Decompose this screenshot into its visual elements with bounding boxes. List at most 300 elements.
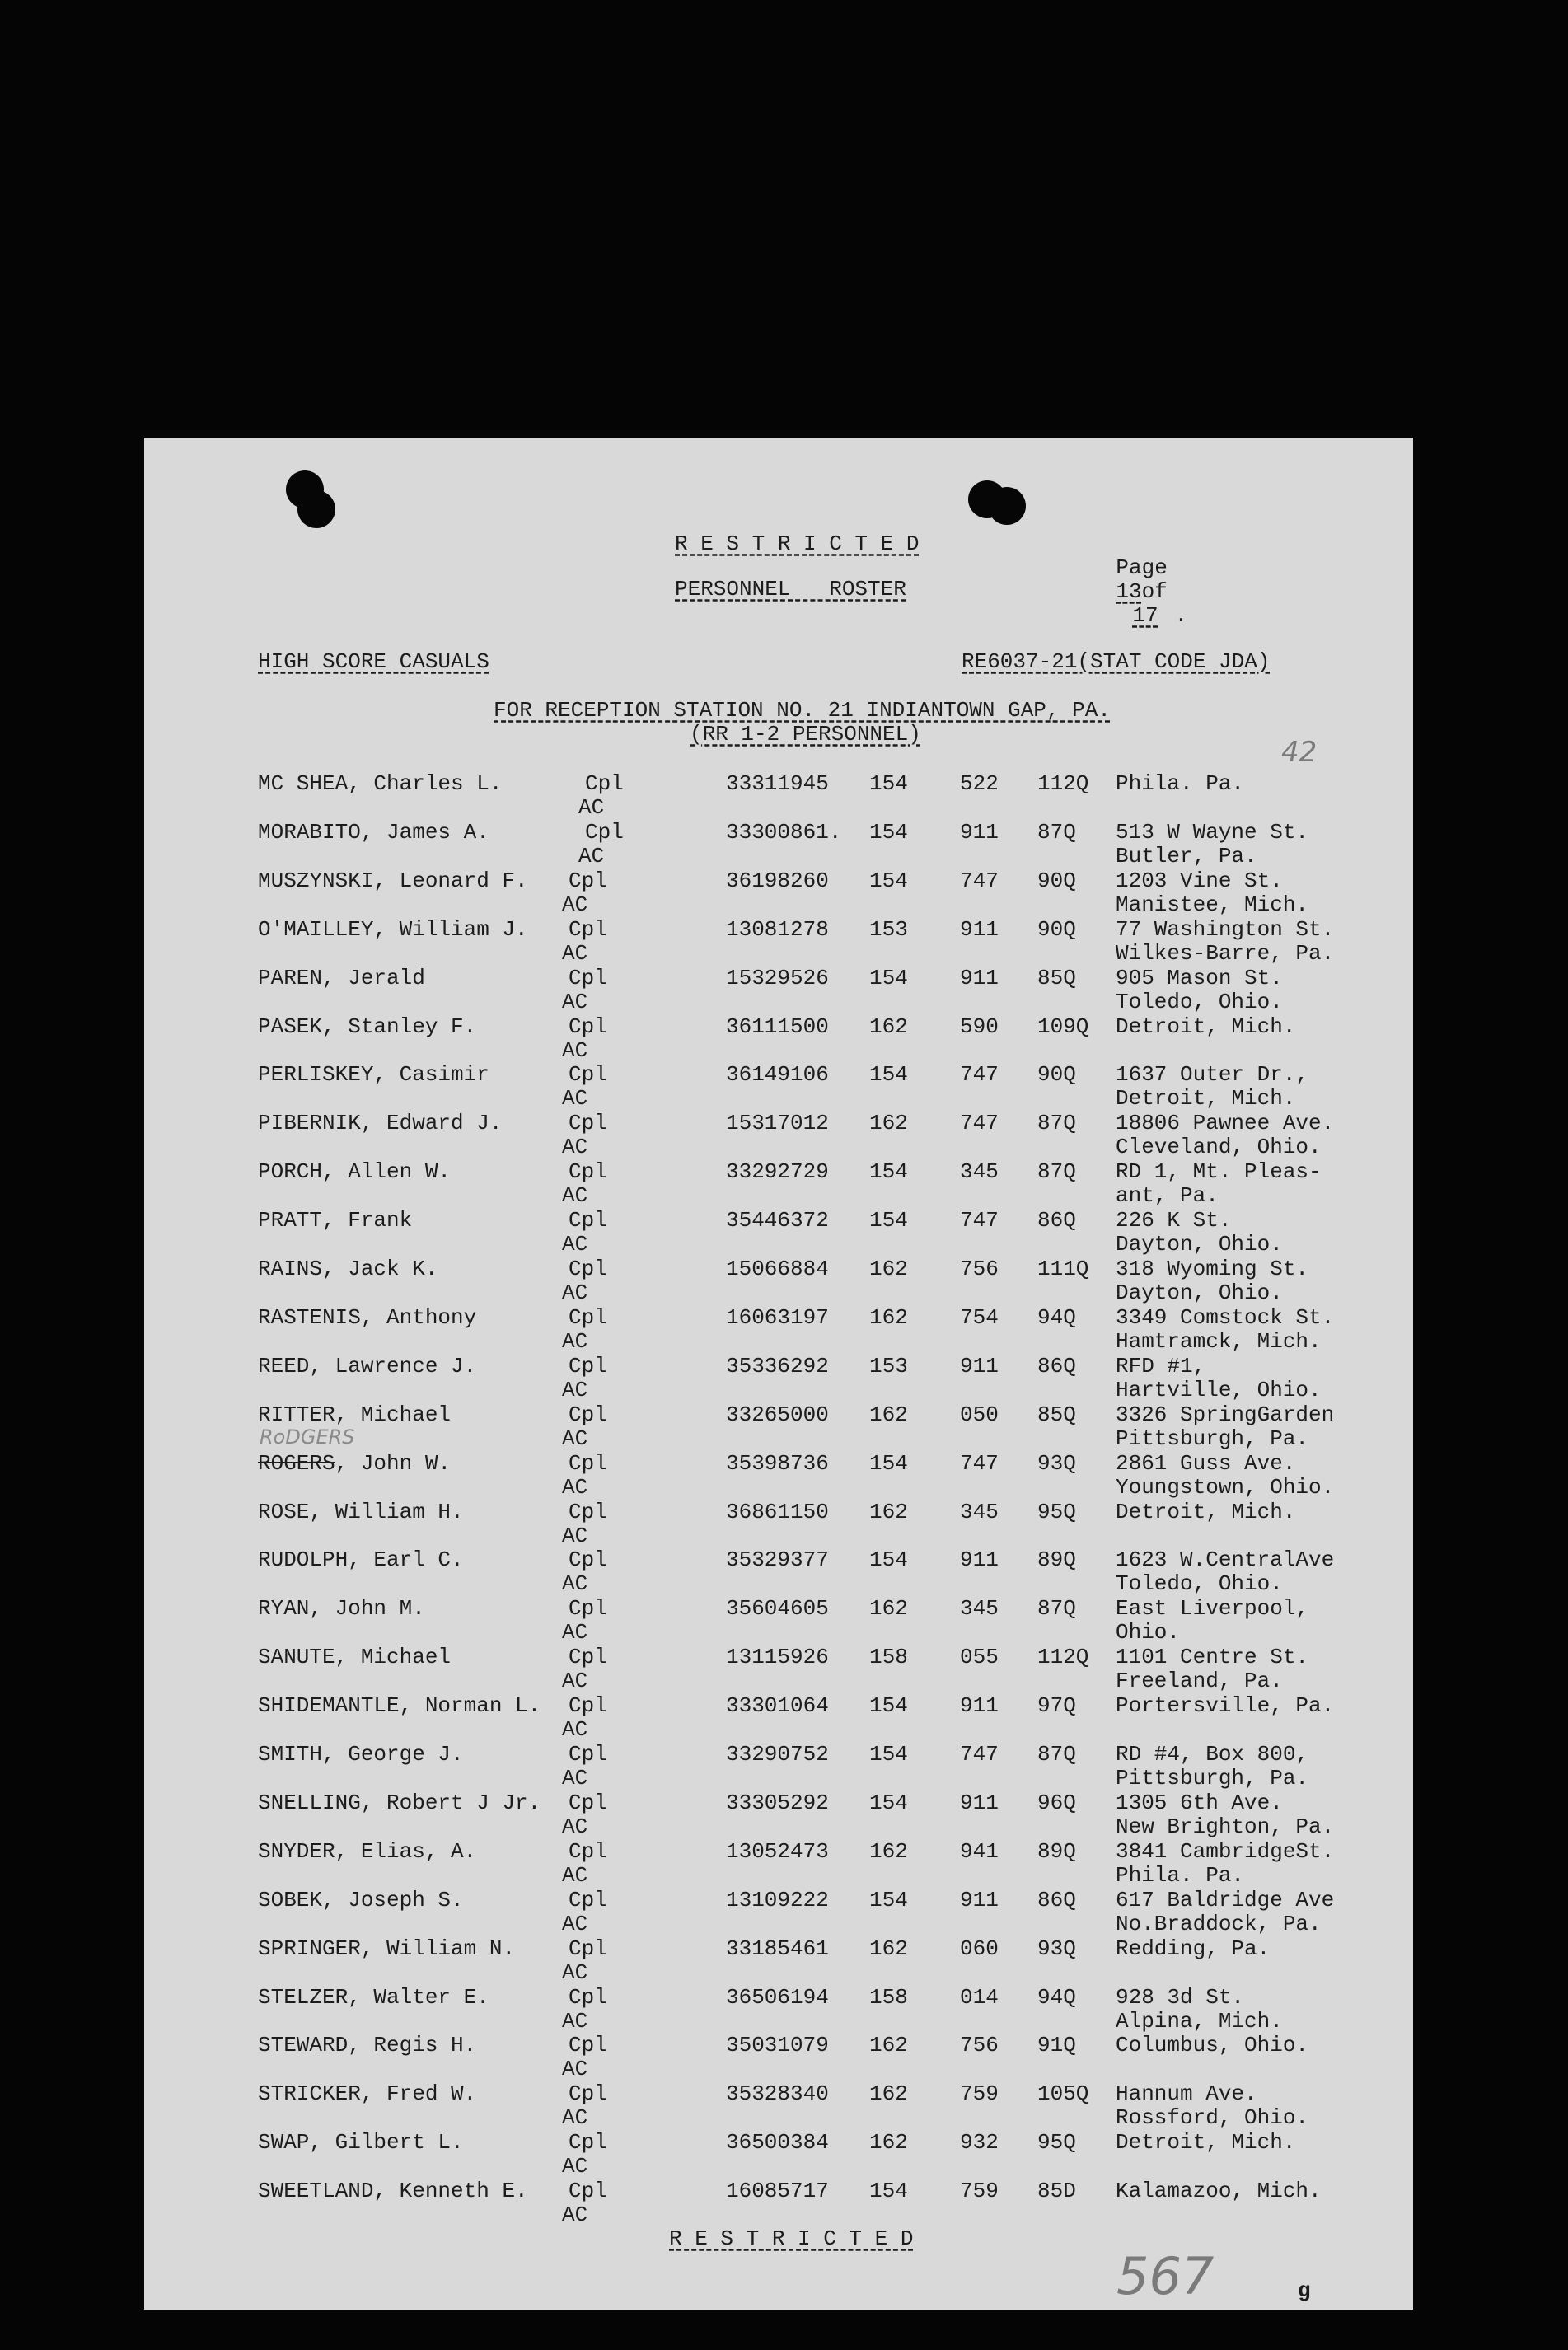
roster-row: [144, 2034, 1413, 2081]
rank: Cpl: [569, 1013, 607, 1039]
code-2: 050: [960, 1402, 999, 1427]
unit: AC: [562, 1425, 588, 1451]
address-line: 318 Wyoming St.: [1116, 1257, 1309, 1281]
code-1: 162: [869, 1499, 908, 1524]
code-2: 747: [960, 1208, 999, 1234]
address-line: Phila. Pa.: [1116, 1862, 1245, 1888]
code-2: 522: [960, 771, 999, 796]
code-2: 911: [960, 916, 999, 942]
unit: AC: [562, 1135, 588, 1160]
name: SNYDER, Elias, A.: [258, 1838, 477, 1864]
code-1: 158: [869, 1645, 908, 1670]
address-line: 1101 Centre St.: [1116, 1645, 1309, 1670]
serial-number: 35329377: [726, 1547, 829, 1573]
address-line: Phila. Pa.: [1116, 771, 1245, 796]
pencil-correction: RoDGERS: [260, 1425, 355, 1449]
code-3: 87Q: [1037, 1111, 1076, 1136]
serial-number: 33265000: [726, 1402, 829, 1427]
roster-row: [144, 1645, 1413, 1693]
name: RASTENIS, Anthony: [258, 1304, 477, 1330]
rank: Cpl: [569, 1353, 607, 1379]
name: SOBEK, Joseph S.: [258, 1887, 464, 1912]
roster-row: [144, 1840, 1413, 1888]
serial-number: 36198260: [726, 868, 829, 893]
roster-row: [144, 2082, 1413, 2130]
code-1: 162: [869, 2081, 908, 2107]
code-2: 911: [960, 965, 999, 990]
page-total: 17: [1132, 603, 1158, 628]
unit: AC: [562, 1959, 588, 1985]
serial-number: 33292729: [726, 1159, 829, 1185]
rank: Cpl: [569, 2081, 607, 2107]
rank: Cpl: [569, 1499, 607, 1524]
code-3: 86Q: [1037, 1887, 1076, 1912]
punch-hole: [988, 487, 1026, 525]
unit: AC: [562, 1620, 588, 1645]
unit: AC: [562, 1571, 588, 1597]
code-3: 89Q: [1037, 1547, 1076, 1573]
serial-number: 13052473: [726, 1838, 829, 1864]
rank: Cpl: [569, 1984, 607, 2010]
unit: AC: [562, 1717, 588, 1743]
unit: AC: [562, 1086, 588, 1112]
code-1: 162: [869, 1013, 908, 1039]
address-line: Freeland, Pa.: [1116, 1669, 1283, 1694]
roster-row: [144, 1063, 1413, 1111]
roster-row: [144, 1500, 1413, 1548]
name: RUDOLPH, Earl C.: [258, 1547, 464, 1573]
code-1: 154: [869, 868, 908, 893]
personnel-subtitle: (RR 1-2 PERSONNEL): [690, 722, 921, 747]
unit: AC: [562, 940, 588, 966]
code-3: 112Q: [1037, 1645, 1089, 1670]
unit: AC: [562, 2057, 588, 2082]
address-line: Kalamazoo, Mich.: [1116, 2179, 1322, 2204]
code-2: 014: [960, 1984, 999, 2010]
address-line: Toledo, Ohio.: [1116, 989, 1283, 1014]
address-line: 928 3d St.: [1116, 1984, 1245, 2010]
roster-row: [144, 869, 1413, 917]
roster-row: [144, 1597, 1413, 1645]
code-2: 759: [960, 2179, 999, 2204]
roster-row: [144, 1112, 1413, 1159]
rank: Cpl: [585, 819, 624, 845]
rank: Cpl: [569, 1257, 607, 1281]
rank: Cpl: [569, 1596, 607, 1622]
code-2: 911: [960, 1887, 999, 1912]
rank: Cpl: [569, 1645, 607, 1670]
address-line: 77 Washington St.: [1116, 916, 1335, 942]
rank: Cpl: [569, 1936, 607, 1961]
name: REED, Lawrence J.: [258, 1353, 477, 1379]
rank: Cpl: [569, 916, 607, 942]
name: STEWARD, Regis H.: [258, 2033, 477, 2058]
rank: Cpl: [569, 1887, 607, 1912]
unit: AC: [562, 1523, 588, 1548]
roster-row: [144, 2179, 1413, 2227]
unit: AC: [578, 795, 605, 820]
code-1: 158: [869, 1984, 908, 2010]
name: SHIDEMANTLE, Norman L.: [258, 1693, 541, 1719]
serial-number: 36861150: [726, 1499, 829, 1524]
code-2: 345: [960, 1596, 999, 1622]
address-line: 2861 Guss Ave.: [1116, 1450, 1296, 1476]
address-line: 513 W Wayne St.: [1116, 819, 1309, 845]
code-3: 93Q: [1037, 1450, 1076, 1476]
unit: AC: [562, 1814, 588, 1839]
serial-number: 16063197: [726, 1304, 829, 1330]
serial-number: 35031079: [726, 2033, 829, 2058]
serial-number: 33300861.: [726, 819, 842, 845]
code-2: 756: [960, 2033, 999, 2058]
address-line: Toledo, Ohio.: [1116, 1571, 1283, 1597]
address-line: 226 K St.: [1116, 1208, 1232, 1234]
code-1: 162: [869, 2033, 908, 2058]
code-3: 87Q: [1037, 1742, 1076, 1767]
rank: Cpl: [569, 1062, 607, 1088]
roster-row: [144, 1889, 1413, 1936]
serial-number: 13115926: [726, 1645, 829, 1670]
address-line: Detroit, Mich.: [1116, 1499, 1296, 1524]
name: RAINS, Jack K.: [258, 1257, 438, 1281]
document-page: [144, 438, 1413, 2310]
code-2: 055: [960, 1645, 999, 1670]
code-1: 154: [869, 1790, 908, 1815]
address-line: Hamtramck, Mich.: [1116, 1328, 1322, 1354]
name: PAREN, Jerald: [258, 965, 425, 990]
roster-row: [144, 1743, 1413, 1791]
unit: AC: [562, 1669, 588, 1694]
roster-row: [144, 2131, 1413, 2179]
code-1: 154: [869, 1693, 908, 1719]
code-3: 89Q: [1037, 1838, 1076, 1864]
address-line: Pittsburgh, Pa.: [1116, 1766, 1309, 1791]
serial-number: 36506194: [726, 1984, 829, 2010]
unit: AC: [562, 989, 588, 1014]
name: SWEETLAND, Kenneth E.: [258, 2179, 528, 2204]
code-3: 85D: [1037, 2179, 1076, 2204]
address-line: Youngstown, Ohio.: [1116, 1474, 1335, 1500]
code-1: 154: [869, 1547, 908, 1573]
code-1: 162: [869, 1936, 908, 1961]
serial-number: 13109222: [726, 1887, 829, 1912]
address-line: Dayton, Ohio.: [1116, 1280, 1283, 1305]
roster-row: [144, 772, 1413, 820]
serial-number: 16085717: [726, 2179, 829, 2204]
rank: Cpl: [569, 1547, 607, 1573]
address-line: Dayton, Ohio.: [1116, 1232, 1283, 1257]
name: PIBERNIK, Edward J.: [258, 1111, 503, 1136]
address-line: East Liverpool,: [1116, 1596, 1309, 1622]
address-line: 1637 Outer Dr.,: [1116, 1062, 1309, 1088]
code-3: 111Q: [1037, 1257, 1089, 1281]
serial-number: 33301064: [726, 1693, 829, 1719]
rank: Cpl: [569, 1838, 607, 1864]
code-3: 105Q: [1037, 2081, 1089, 2107]
address-line: No.Braddock, Pa.: [1116, 1911, 1322, 1936]
serial-number: 36149106: [726, 1062, 829, 1088]
serial-number: 33185461: [726, 1936, 829, 1961]
roster-row: [144, 1209, 1413, 1257]
code-1: 162: [869, 1111, 908, 1136]
rank: Cpl: [569, 965, 607, 990]
code-2: 759: [960, 2081, 999, 2107]
unit: AC: [562, 1232, 588, 1257]
name: RYAN, John M.: [258, 1596, 425, 1622]
unit: AC: [562, 1474, 588, 1500]
code-3: 94Q: [1037, 1304, 1076, 1330]
name: SMITH, George J.: [258, 1742, 464, 1767]
address-line: RD #4, Box 800,: [1116, 1742, 1309, 1767]
code-2: 941: [960, 1838, 999, 1864]
address-line: 1623 W.CentralAve: [1116, 1547, 1335, 1573]
code-3: 96Q: [1037, 1790, 1076, 1815]
rank: Cpl: [569, 2130, 607, 2156]
name: SWAP, Gilbert L.: [258, 2130, 464, 2156]
roster-row: [144, 1306, 1413, 1354]
unit: AC: [562, 1377, 588, 1402]
rank: Cpl: [569, 1304, 607, 1330]
code-3: 95Q: [1037, 2130, 1076, 2156]
address-line: 3349 Comstock St.: [1116, 1304, 1335, 1330]
code-3: 95Q: [1037, 1499, 1076, 1524]
code-1: 154: [869, 1742, 908, 1767]
name: STELZER, Walter E.: [258, 1984, 489, 2010]
code-2: 747: [960, 1062, 999, 1088]
roster-code: RE6037-21(STAT CODE JDA): [962, 649, 1271, 674]
code-2: 911: [960, 1693, 999, 1719]
address-line: 18806 Pawnee Ave.: [1116, 1111, 1335, 1136]
address-line: RD 1, Mt. Pleas-: [1116, 1159, 1322, 1185]
roster-row: [144, 1015, 1413, 1063]
page-label: Page: [1116, 555, 1168, 580]
address-line: RFD #1,: [1116, 1353, 1206, 1379]
serial-number: 33305292: [726, 1790, 829, 1815]
code-1: 153: [869, 1353, 908, 1379]
code-2: 060: [960, 1936, 999, 1961]
roster-row: [144, 1355, 1413, 1402]
code-2: 747: [960, 1450, 999, 1476]
code-3: 85Q: [1037, 1402, 1076, 1427]
address-line: 617 Baldridge Ave: [1116, 1887, 1335, 1912]
code-2: 911: [960, 1353, 999, 1379]
rank: Cpl: [569, 1790, 607, 1815]
name: ROSE, William H.: [258, 1499, 464, 1524]
code-2: 911: [960, 1547, 999, 1573]
rank: Cpl: [569, 1693, 607, 1719]
serial-number: 15066884: [726, 1257, 829, 1281]
struck-surname: ROGERS: [258, 1450, 335, 1476]
code-3: 94Q: [1037, 1984, 1076, 2010]
address-line: Hannum Ave.: [1116, 2081, 1257, 2107]
code-2: 756: [960, 1257, 999, 1281]
serial-number: 35604605: [726, 1596, 829, 1622]
unit: AC: [562, 1280, 588, 1305]
code-3: 87Q: [1037, 1596, 1076, 1622]
address-line: Wilkes-Barre, Pa.: [1116, 940, 1335, 966]
serial-number: 36111500: [726, 1013, 829, 1039]
address-line: Hartville, Ohio.: [1116, 1377, 1322, 1402]
code-1: 154: [869, 819, 908, 845]
roster-row: [144, 918, 1413, 966]
code-1: 162: [869, 1402, 908, 1427]
code-3: 86Q: [1037, 1353, 1076, 1379]
address-line: Portersville, Pa.: [1116, 1693, 1335, 1719]
address-line: Detroit, Mich.: [1116, 1086, 1296, 1112]
address-line: Butler, Pa.: [1116, 843, 1257, 868]
code-1: 154: [869, 2179, 908, 2204]
roster-group: HIGH SCORE CASUALS: [258, 649, 489, 674]
serial-number: 35398736: [726, 1450, 829, 1476]
rank: Cpl: [569, 1159, 607, 1185]
address-line: Columbus, Ohio.: [1116, 2033, 1309, 2058]
serial-number: 35446372: [726, 1208, 829, 1234]
page-number: 13: [1116, 579, 1142, 604]
address-line: ant, Pa.: [1116, 1183, 1219, 1209]
address-line: Cleveland, Ohio.: [1116, 1135, 1322, 1160]
address-line: Manistee, Mich.: [1116, 892, 1309, 917]
corner-mark: g: [1298, 2278, 1311, 2303]
name: RITTER, Michael: [258, 1402, 452, 1427]
serial-number: 15329526: [726, 965, 829, 990]
name: SANUTE, Michael: [258, 1645, 452, 1670]
code-2: 747: [960, 1742, 999, 1767]
roster-row: [144, 1937, 1413, 1985]
code-2: 911: [960, 1790, 999, 1815]
code-1: 154: [869, 1450, 908, 1476]
code-1: 162: [869, 1257, 908, 1281]
code-2: 754: [960, 1304, 999, 1330]
roster-row: [144, 1548, 1413, 1596]
address-line: Pittsburgh, Pa.: [1116, 1425, 1309, 1451]
page-indicator: Page 13of 17 .: [1116, 555, 1188, 628]
rank: Cpl: [569, 1208, 607, 1234]
code-3: 87Q: [1037, 819, 1076, 845]
code-2: 345: [960, 1159, 999, 1185]
name: MC SHEA, Charles L.: [258, 771, 503, 796]
roster-row: [144, 1791, 1413, 1839]
name: [258, 1452, 451, 1476]
name: MORABITO, James A.: [258, 819, 489, 845]
rank: Cpl: [569, 1450, 607, 1476]
unit: AC: [562, 1862, 588, 1888]
unit: AC: [578, 843, 605, 868]
roster-row: [144, 1694, 1413, 1742]
unit: AC: [562, 2203, 588, 2228]
serial-number: 13081278: [726, 916, 829, 942]
rank: Cpl: [569, 868, 607, 893]
rank: Cpl: [569, 1402, 607, 1427]
code-3: 93Q: [1037, 1936, 1076, 1961]
address-line: Redding, Pa.: [1116, 1936, 1271, 1961]
code-1: 154: [869, 1208, 908, 1234]
address-line: 3326 SpringGarden: [1116, 1402, 1335, 1427]
serial-number: 36500384: [726, 2130, 829, 2156]
code-1: 154: [869, 965, 908, 990]
roster-row: [144, 1160, 1413, 1208]
unit: AC: [562, 1183, 588, 1209]
punch-hole: [297, 490, 335, 528]
address-line: Detroit, Mich.: [1116, 1013, 1296, 1039]
name: SNELLING, Robert J Jr.: [258, 1790, 541, 1815]
code-2: 911: [960, 819, 999, 845]
address-line: 1203 Vine St.: [1116, 868, 1283, 893]
unit: AC: [562, 2154, 588, 2179]
code-1: 154: [869, 771, 908, 796]
roster-row: [144, 1986, 1413, 2034]
code-3: 85Q: [1037, 965, 1076, 990]
rank: Cpl: [569, 1742, 607, 1767]
restricted-footer: R E S T R I C T E D: [669, 2226, 914, 2251]
name: PASEK, Stanley F.: [258, 1013, 477, 1039]
rank: Cpl: [569, 1111, 607, 1136]
code-1: 154: [869, 1159, 908, 1185]
page-of: of: [1141, 579, 1168, 604]
code-3: 87Q: [1037, 1159, 1076, 1185]
code-2: 932: [960, 2130, 999, 2156]
name: PRATT, Frank: [258, 1208, 413, 1234]
code-2: 747: [960, 1111, 999, 1136]
serial-number: 15317012: [726, 1111, 829, 1136]
unit: AC: [562, 1766, 588, 1791]
code-2: 747: [960, 868, 999, 893]
unit: AC: [562, 1037, 588, 1063]
pencil-mark: 42: [1281, 736, 1318, 769]
code-2: 590: [960, 1013, 999, 1039]
code-1: 154: [869, 1062, 908, 1088]
name: SPRINGER, William N.: [258, 1936, 516, 1961]
serial-number: 35328340: [726, 2081, 829, 2107]
code-3: 90Q: [1037, 1062, 1076, 1088]
unit: AC: [562, 1328, 588, 1354]
code-3: 86Q: [1037, 1208, 1076, 1234]
code-1: 162: [869, 1304, 908, 1330]
rank: Cpl: [569, 2179, 607, 2204]
code-2: 345: [960, 1499, 999, 1524]
code-1: 154: [869, 1887, 908, 1912]
code-3: 90Q: [1037, 916, 1076, 942]
name: MUSZYNSKI, Leonard F.: [258, 868, 528, 893]
code-1: 153: [869, 916, 908, 942]
address-line: 1305 6th Ave.: [1116, 1790, 1283, 1815]
code-3: 97Q: [1037, 1693, 1076, 1719]
roster-row: [144, 1257, 1413, 1305]
name: PERLISKEY, Casimir: [258, 1062, 489, 1088]
address-line: New Brighton, Pa.: [1116, 1814, 1335, 1839]
address-line: 905 Mason St.: [1116, 965, 1283, 990]
name-rest: , John W.: [335, 1450, 452, 1476]
name: PORCH, Allen W.: [258, 1159, 452, 1185]
roster-row: [144, 821, 1413, 868]
code-3: 91Q: [1037, 2033, 1076, 2058]
reception-station: FOR RECEPTION STATION NO. 21 INDIANTOWN GAP, PA.: [494, 698, 1111, 723]
code-1: 162: [869, 1596, 908, 1622]
code-3: 109Q: [1037, 1013, 1089, 1039]
serial-number: 35336292: [726, 1353, 829, 1379]
pencil-page-number: 567: [1116, 2246, 1215, 2306]
address-line: Ohio.: [1116, 1620, 1181, 1645]
address-line: Detroit, Mich.: [1116, 2130, 1296, 2156]
code-1: 162: [869, 2130, 908, 2156]
code-3: 112Q: [1037, 771, 1089, 796]
unit: AC: [562, 2008, 588, 2034]
name: O'MAILLEY, William J.: [258, 916, 528, 942]
unit: AC: [562, 2105, 588, 2131]
code-3: 90Q: [1037, 868, 1076, 893]
restricted-header: R E S T R I C T E D: [675, 531, 920, 556]
unit: AC: [562, 1911, 588, 1936]
document-title: PERSONNEL ROSTER: [675, 577, 906, 602]
